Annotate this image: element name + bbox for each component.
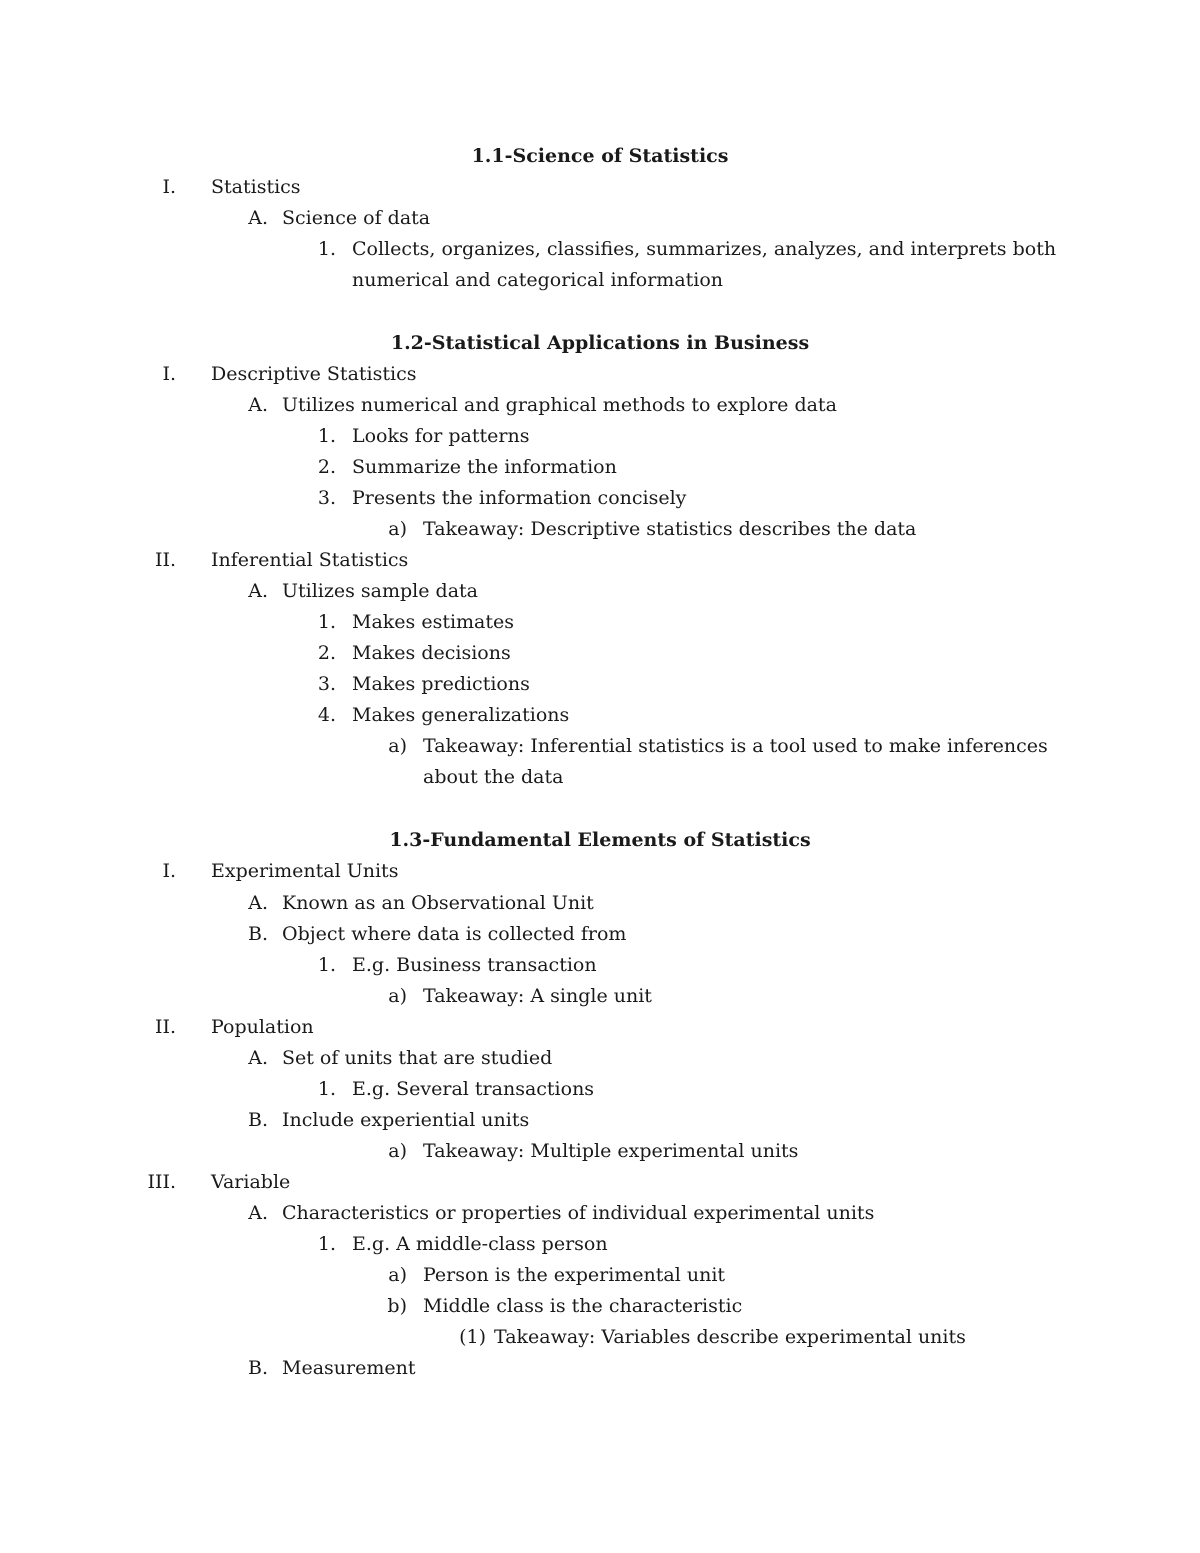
outline-text: Experimental Units xyxy=(211,860,399,882)
outline-marker: a) xyxy=(388,735,407,757)
outline-marker: 1. xyxy=(317,1233,336,1255)
outline-marker: a) xyxy=(388,985,407,1007)
outline-text: E.g. Several transactions xyxy=(352,1078,595,1100)
outline-marker: 2. xyxy=(317,642,336,664)
outline-marker: 4. xyxy=(317,704,336,726)
outline-text: Makes decisions xyxy=(352,642,511,664)
outline-marker: b) xyxy=(387,1295,407,1317)
outline-text: Makes estimates xyxy=(352,611,515,633)
outline-marker: A. xyxy=(248,580,268,602)
outline-marker: B. xyxy=(247,1357,268,1379)
outline-text: Descriptive Statistics xyxy=(211,363,417,385)
outline-marker: 1. xyxy=(317,425,336,447)
outline-text: E.g. Business transaction xyxy=(352,954,597,976)
outline-marker: 3. xyxy=(317,487,336,509)
outline-text: Science of data xyxy=(282,207,431,229)
outline-marker: 3. xyxy=(317,673,336,695)
outline-marker: 1. xyxy=(317,954,336,976)
outline-text: Takeaway: Variables describe experimental units xyxy=(494,1326,966,1348)
outline-marker: A. xyxy=(248,892,268,914)
outline-marker: I. xyxy=(162,176,176,198)
outline-marker: B. xyxy=(247,923,268,945)
outline-marker: A. xyxy=(248,1202,268,1224)
outline-marker: 2. xyxy=(317,456,336,478)
section-heading: 1.3-Fundamental Elements of Statistics xyxy=(389,829,811,851)
outline-text: Looks for patterns xyxy=(352,425,530,447)
outline-text: Takeaway: A single unit xyxy=(423,985,652,1007)
outline-text: Variable xyxy=(211,1171,291,1193)
outline-text: E.g. A middle-class person xyxy=(352,1233,608,1255)
outline-text: Makes predictions xyxy=(352,673,530,695)
outline-text: Include experiential units xyxy=(282,1109,530,1131)
outline-text: Takeaway: Descriptive statistics describes the data xyxy=(423,518,917,540)
outline-marker: (1) xyxy=(459,1326,486,1348)
outline-marker: A. xyxy=(248,207,268,229)
outline-marker: I. xyxy=(162,363,176,385)
outline-text: Takeaway: Multiple experimental units xyxy=(423,1140,799,1162)
outline-text: Measurement xyxy=(282,1357,416,1379)
outline-text: Presents the information concisely xyxy=(352,487,687,509)
outline-text: Utilizes sample data xyxy=(282,580,478,602)
outline-text: Statistics xyxy=(211,176,301,198)
outline-text: Known as an Observational Unit xyxy=(282,892,594,914)
outline-text: Middle class is the characteristic xyxy=(423,1295,743,1317)
section-heading: 1.2-Statistical Applications in Business xyxy=(390,332,810,354)
outline-text: Object where data is collected from xyxy=(282,923,627,945)
outline-text: Person is the experimental unit xyxy=(423,1264,726,1286)
outline-marker: a) xyxy=(388,1264,407,1286)
outline-text: Utilizes numerical and graphical methods to explore data xyxy=(282,394,837,416)
outline-text: about the data xyxy=(423,766,564,788)
outline-text: Population xyxy=(211,1016,314,1038)
outline-marker: a) xyxy=(388,1140,407,1162)
outline-text: Inferential Statistics xyxy=(211,549,409,571)
outline-text: Makes generalizations xyxy=(352,704,570,726)
outline-text: Summarize the information xyxy=(352,456,617,478)
outline-marker: B. xyxy=(247,1109,268,1131)
outline-marker: 1. xyxy=(317,1078,336,1100)
section-heading: 1.1-Science of Statistics xyxy=(471,145,729,167)
outline-marker: III. xyxy=(147,1171,176,1193)
outline-marker: 1. xyxy=(317,238,336,260)
outline-marker: A. xyxy=(248,394,268,416)
outline-marker: II. xyxy=(154,1016,176,1038)
outline-marker: I. xyxy=(162,860,176,882)
outline-text: Takeaway: Inferential statistics is a tool used to make inferences xyxy=(423,735,1048,757)
outline-marker: A. xyxy=(248,1047,268,1069)
outline-text: Set of units that are studied xyxy=(282,1047,553,1069)
outline-text: numerical and categorical information xyxy=(352,269,724,291)
outline-marker: II. xyxy=(154,549,176,571)
outline-marker: a) xyxy=(388,518,407,540)
outline-text: Characteristics or properties of individual experimental units xyxy=(282,1202,875,1224)
outline-marker: 1. xyxy=(317,611,336,633)
outline-text: Collects, organizes, classifies, summarizes, analyzes, and interprets both xyxy=(352,238,1057,260)
